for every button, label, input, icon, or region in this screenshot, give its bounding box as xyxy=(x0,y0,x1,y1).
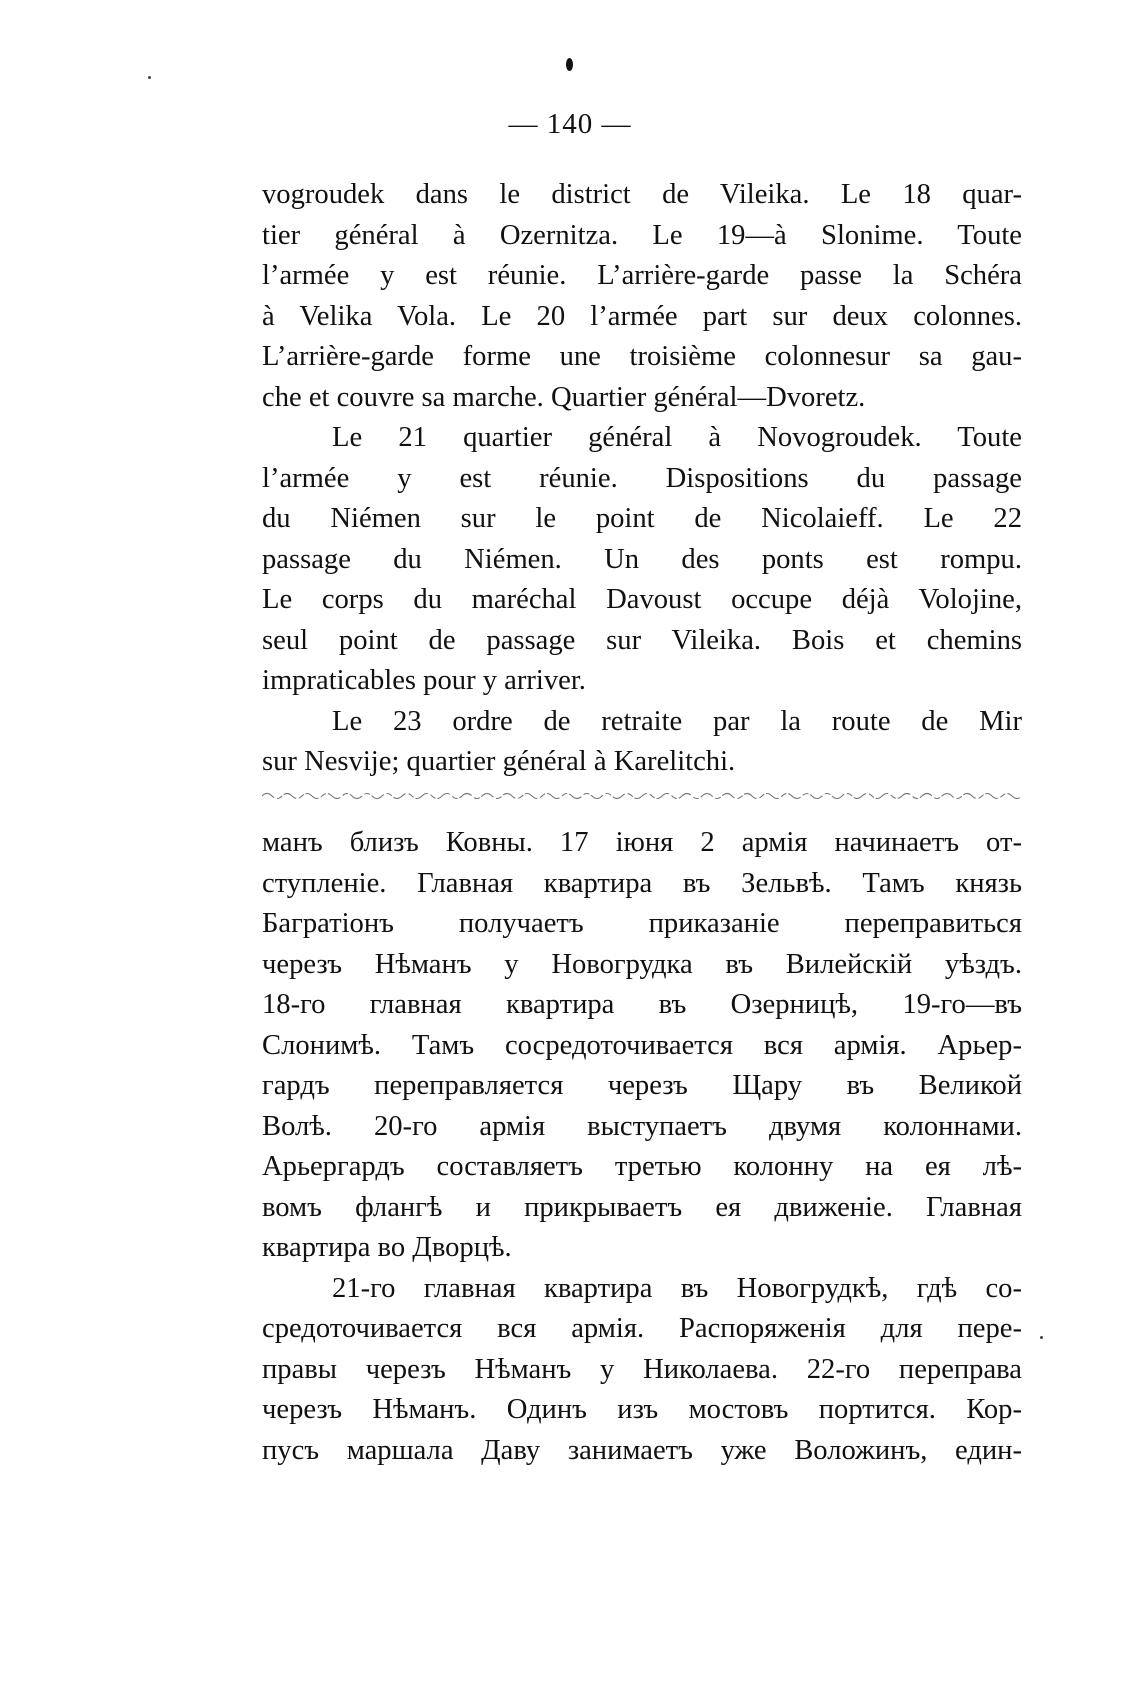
text-line: черезъ Нѣманъ у Новогрудка въ Вилейскій уѣздъ. xyxy=(262,948,1022,980)
text-line: seul point de passage sur Vileika. Bois et chemins xyxy=(262,624,1022,656)
paragraph-start-line: Le 23 ordre de retraite par la route de Mir xyxy=(332,705,1022,737)
text-line: пусъ маршала Даву занимаетъ уже Воложинъ, един- xyxy=(262,1434,1022,1466)
text-line: à Velika Vola. Le 20 l’armée part sur deux colonnes. xyxy=(262,300,1022,332)
text-line: вомъ флангѣ и прикрываетъ ея движеніе. Главная xyxy=(262,1191,1022,1223)
text-line: ступленіе. Главная квартира въ Зельвѣ. Тамъ князь xyxy=(262,867,1022,899)
wavy-divider xyxy=(262,790,1022,802)
text-line: impraticables pour y arriver. xyxy=(262,665,586,696)
text-line: du Niémen sur le point de Nicolaieff. Le 22 xyxy=(262,503,1022,534)
text-line: l’armée y est réunie. Dispositions du passage xyxy=(262,462,1022,494)
text-line: vogroudek dans le district de Vileika. Le 18 quar- xyxy=(262,179,1022,210)
text-line: 18-го главная квартира въ Озерницѣ, 19-го—въ xyxy=(262,989,1022,1020)
ink-speck xyxy=(148,76,151,79)
text-line: passage du Niémen. Un des ponts est rompu. xyxy=(262,543,1022,575)
text-line: черезъ Нѣманъ. Одинъ изъ мостовъ портится. Кор- xyxy=(262,1394,1022,1425)
text-line: che et couvre sa marche. Quartier général—Dvoretz. xyxy=(262,381,866,413)
text-line: sur Nesvije; quartier général à Karelitchi. xyxy=(262,746,736,777)
text-line: L’arrière-garde forme une troisième colonnesur sa gau- xyxy=(262,341,1022,372)
paragraph-start-line: Le 21 quartier général à Novogroudek. Toute xyxy=(332,422,1022,453)
text-line: Багратіонъ получаетъ приказаніе переправиться xyxy=(262,908,1022,939)
text-line: гардъ переправляется черезъ Щару въ Великой xyxy=(262,1070,1022,1101)
text-line: квартира во Дворцѣ. xyxy=(262,1232,512,1263)
text-line: Le corps du maréchal Davoust occupe déjà Volojine, xyxy=(262,584,1022,615)
text-line: средоточивается вся армія. Распоряженія для пере- xyxy=(262,1313,1022,1344)
russian-text-block xyxy=(262,823,1022,1471)
french-text-block xyxy=(262,175,1022,783)
text-line: Арьергардъ составляетъ третью колонну на ея лѣ- xyxy=(262,1151,1022,1182)
text-line: tier général à Ozernitza. Le 19—à Slonime. Toute xyxy=(262,219,1022,251)
ink-speck xyxy=(1040,1336,1043,1339)
text-line: l’armée y est réunie. L’arrière-garde passe la Schéra xyxy=(262,260,1022,291)
paragraph-start-line: 21-го главная квартира въ Новогрудкѣ, гдѣ со- xyxy=(332,1272,1022,1304)
text-line: манъ близъ Ковны. 17 іюня 2 армія начинаетъ от- xyxy=(262,827,1022,858)
text-line: Волѣ. 20-го армія выступаетъ двумя колоннами. xyxy=(262,1110,1022,1142)
text-line: Слонимѣ. Тамъ сосредоточивается вся армія. Арьер- xyxy=(262,1029,1022,1061)
page-number: — 140 — xyxy=(508,108,632,140)
ink-mark xyxy=(566,58,573,71)
text-line: правы черезъ Нѣманъ у Николаева. 22-го переправа xyxy=(262,1353,1022,1385)
